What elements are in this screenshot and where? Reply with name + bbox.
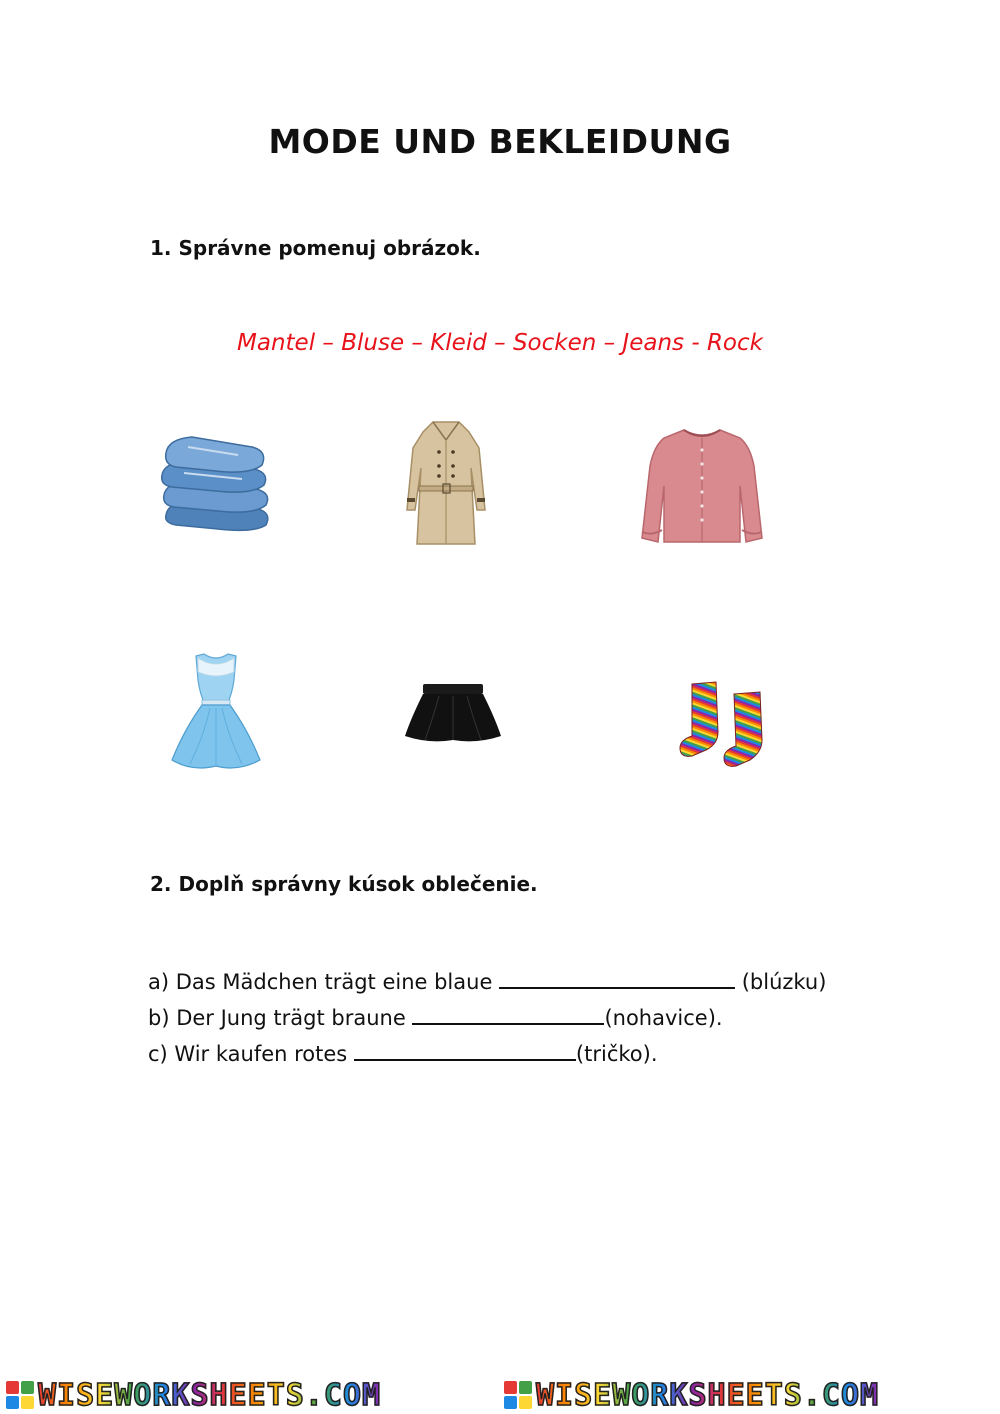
- dress-icon: [168, 650, 264, 772]
- sentence-c-hint: (tričko).: [575, 1042, 658, 1066]
- sentence-a-text: a) Das Mädchen trägt eine blaue: [148, 970, 500, 994]
- skirt-icon: [403, 682, 503, 744]
- sentence-b-hint: (nohavice).: [604, 1006, 723, 1030]
- answer-blank-b[interactable]: [412, 1001, 604, 1025]
- brand-watermark-right: [504, 1376, 879, 1414]
- task-1-heading: 1. Správne pomenuj obrázok.: [150, 236, 481, 260]
- answer-blank-a[interactable]: [499, 965, 735, 989]
- fill-in-sentences: [148, 964, 826, 1072]
- jeans-icon: [158, 425, 276, 535]
- page-title: MODE UND BEKLEIDUNG: [268, 122, 732, 161]
- socks-icon: [678, 680, 770, 770]
- brand-text-left: WISEWORKSHEETS.COM: [38, 1377, 382, 1413]
- sentence-b: [148, 1000, 826, 1036]
- sentence-a-hint: (blúzku): [735, 970, 827, 994]
- brand-logo-icon: [504, 1381, 532, 1409]
- footer-watermark: [0, 1376, 1000, 1414]
- brand-text-right: WISEWORKSHEETS.COM: [536, 1377, 880, 1413]
- sentence-c-text: c) Wir kaufen rotes: [148, 1042, 354, 1066]
- task-2-heading: 2. Doplň správny kúsok oblečenie.: [150, 872, 538, 896]
- brand-logo-icon: [6, 1381, 34, 1409]
- blouse-icon: [640, 426, 764, 548]
- sentence-c: [148, 1036, 826, 1072]
- word-bank: Mantel – Bluse – Kleid – Socken – Jeans - Rock: [237, 330, 763, 356]
- brand-watermark-left: [6, 1376, 381, 1414]
- sentence-b-text: b) Der Jung trägt braune: [148, 1006, 413, 1030]
- trench-coat-icon: [405, 418, 487, 548]
- sentence-a: [148, 964, 826, 1000]
- answer-blank-c[interactable]: [354, 1037, 576, 1061]
